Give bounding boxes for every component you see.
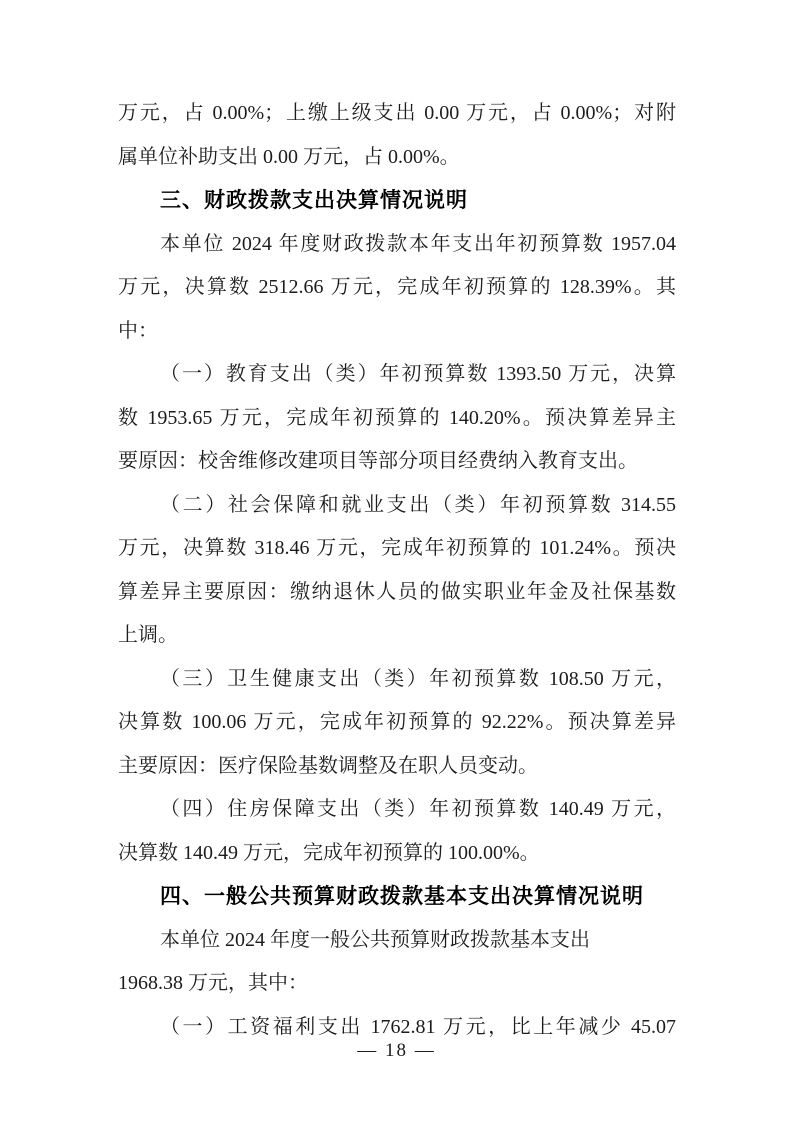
text-line: （二）社会保障和就业支出（类）年初预算数 314.55 xyxy=(160,493,676,516)
paragraph xyxy=(118,788,676,875)
paragraph xyxy=(118,484,676,658)
paragraph xyxy=(118,919,676,1006)
section-heading: 三、财政拨款支出决算情况说明 xyxy=(160,189,468,212)
section-heading: 四、一般公共预算财政拨款基本支出决算情况说明 xyxy=(160,885,644,908)
page-footer xyxy=(0,1038,793,1064)
text-line: 数 1953.65 万元，完成年初预算的 140.20%。预决算差异主 xyxy=(118,406,676,429)
text-line: 决算数 140.49 万元，完成年初预算的 100.00%。 xyxy=(118,841,540,864)
section-heading-block xyxy=(118,875,676,919)
text-line: 要原因：校舍维修改建项目等部分项目经费纳入教育支出。 xyxy=(118,450,638,472)
section-heading-block xyxy=(118,179,676,223)
document-body xyxy=(118,92,676,1049)
text-line: （一）工资福利支出 1762.81 万元，比上年减少 45.07 xyxy=(160,1015,676,1038)
text-line: 上调。 xyxy=(118,624,178,646)
page-number: — 18 — xyxy=(357,1040,436,1061)
paragraph xyxy=(118,223,676,354)
text-line: 决算数 100.06 万元，完成年初预算的 92.22%。预决算差异 xyxy=(118,711,676,733)
text-line: （四）住房保障支出（类）年初预算数 140.49 万元， xyxy=(160,798,676,820)
text-line: （三）卫生健康支出（类）年初预算数 108.50 万元， xyxy=(160,667,676,690)
text-line: （一）教育支出（类）年初预算数 1393.50 万元，决算 xyxy=(160,363,676,385)
text-line: 主要原因：医疗保险基数调整及在职人员变动。 xyxy=(118,754,538,777)
text-line: 属单位补助支出 0.00 万元，占 0.00%。 xyxy=(118,145,460,168)
text-line: 算差异主要原因：缴纳退休人员的做实职业年金及社保基数 xyxy=(118,580,676,603)
text-line: 本单位 2024 年度一般公共预算财政拨款基本支出 xyxy=(160,928,590,951)
text-line: 万元，占 0.00%；上缴上级支出 0.00 万元，占 0.00%；对附 xyxy=(118,102,676,124)
paragraph xyxy=(118,353,676,484)
text-line: 万元，决算数 2512.66 万元，完成年初预算的 128.39%。其 xyxy=(118,276,676,298)
text-line: 1968.38 万元，其中： xyxy=(118,972,308,994)
paragraph xyxy=(118,658,676,789)
paragraph xyxy=(118,92,676,179)
text-line: 中： xyxy=(118,319,158,342)
text-line: 万元，决算数 318.46 万元，完成年初预算的 101.24%。预决 xyxy=(118,537,676,559)
text-line: 本单位 2024 年度财政拨款本年支出年初预算数 1957.04 xyxy=(160,232,676,255)
